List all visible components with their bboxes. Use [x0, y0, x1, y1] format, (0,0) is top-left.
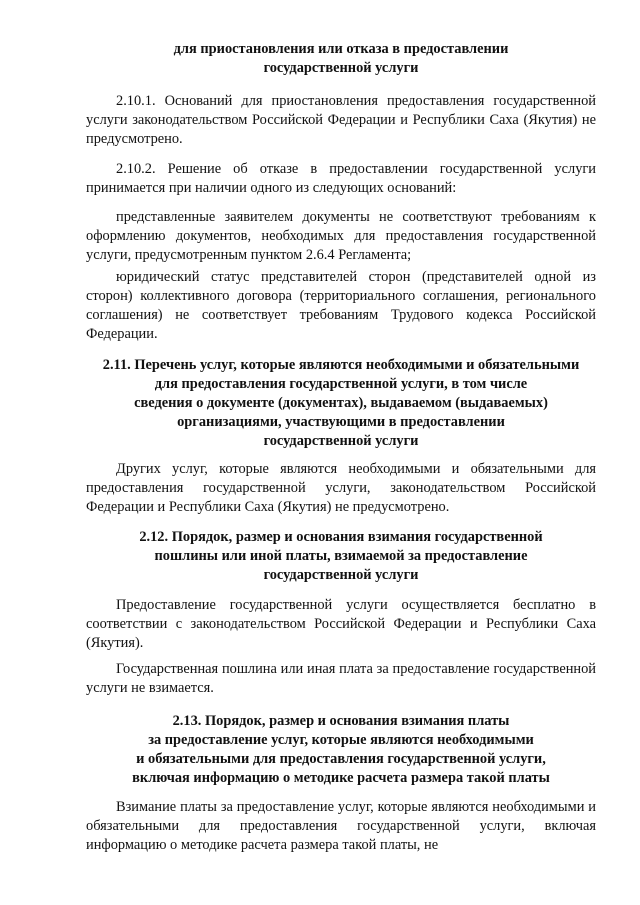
heading-line: государственной услуги — [263, 567, 419, 583]
section-heading-2-13 — [86, 712, 596, 788]
heading-line: включая информацию о методике расчета размера такой платы — [132, 770, 550, 786]
section-heading-continuation — [86, 40, 596, 78]
paragraph-refusal-reason-1: представленные заявителем документы не соответствуют требованиям к оформлению документов, необходимых для предоставления государственной услуги, предусмотренным пунктом 2.6.4 Регламента; — [86, 209, 596, 263]
heading-line: и обязательными для предоставления государственной услуги, — [136, 751, 546, 767]
heading-line: организациями, участвующими в предоставлении — [177, 414, 505, 430]
heading-line: государственной услуги — [263, 433, 419, 449]
heading-line: сведения о документе (документах), выдаваемом (выдаваемых) — [134, 395, 548, 411]
paragraph-2-11-text: Других услуг, которые являются необходимыми и обязательными для предоставления государственной услуги, законодательством Российской Федерации и Республики Саха (Якутия) не предусмотрено. — [86, 461, 596, 515]
paragraph-2-10-1: 2.10.1. Оснований для приостановления предоставления государственной услуги законодательством Российской Федерации и Республики Саха (Якутия) не предусмотрено. — [86, 93, 596, 147]
section-heading-2-12 — [86, 528, 596, 585]
heading-line: за предоставление услуг, которые являются необходимыми — [148, 732, 534, 748]
paragraph-2-10-2: 2.10.2. Решение об отказе в предоставлении государственной услуги принимается при наличии одного из следующих оснований: — [86, 161, 596, 196]
heading-line: для приостановления или отказа в предоставлении — [173, 41, 509, 57]
heading-line: государственной услуги — [263, 60, 419, 76]
paragraph-2-13-text: Взимание платы за предоставление услуг, которые являются необходимыми и обязательными для предоставления государственной услуги, включая информацию о методике расчета размера такой платы, не — [86, 799, 596, 853]
section-heading-2-11 — [86, 356, 596, 451]
paragraph-refusal-reason-2: юридический статус представителей сторон (представителей одной из сторон) коллективного договора (территориального соглашения, регионального соглашения) не соответствует требованиям Трудового кодекса Российской Федерации. — [86, 269, 596, 342]
heading-line: 2.13. Порядок, размер и основания взимания платы — [172, 713, 510, 729]
heading-line: для предоставления государственной услуги, в том числе — [154, 376, 528, 392]
paragraph-2-12-duty: Государственная пошлина или иная плата за предоставление государственной услуги не взимается. — [86, 661, 596, 696]
paragraph-2-12-free: Предоставление государственной услуги осуществляется бесплатно в соответствии с законодательством Российской Федерации и Республики Саха (Якутия). — [86, 597, 596, 651]
heading-line: 2.12. Порядок, размер и основания взимания государственной — [139, 529, 543, 545]
heading-line: пошлины или иной платы, взимаемой за предоставление — [154, 548, 528, 564]
heading-line: 2.11. Перечень услуг, которые являются необходимыми и обязательными — [102, 357, 580, 373]
